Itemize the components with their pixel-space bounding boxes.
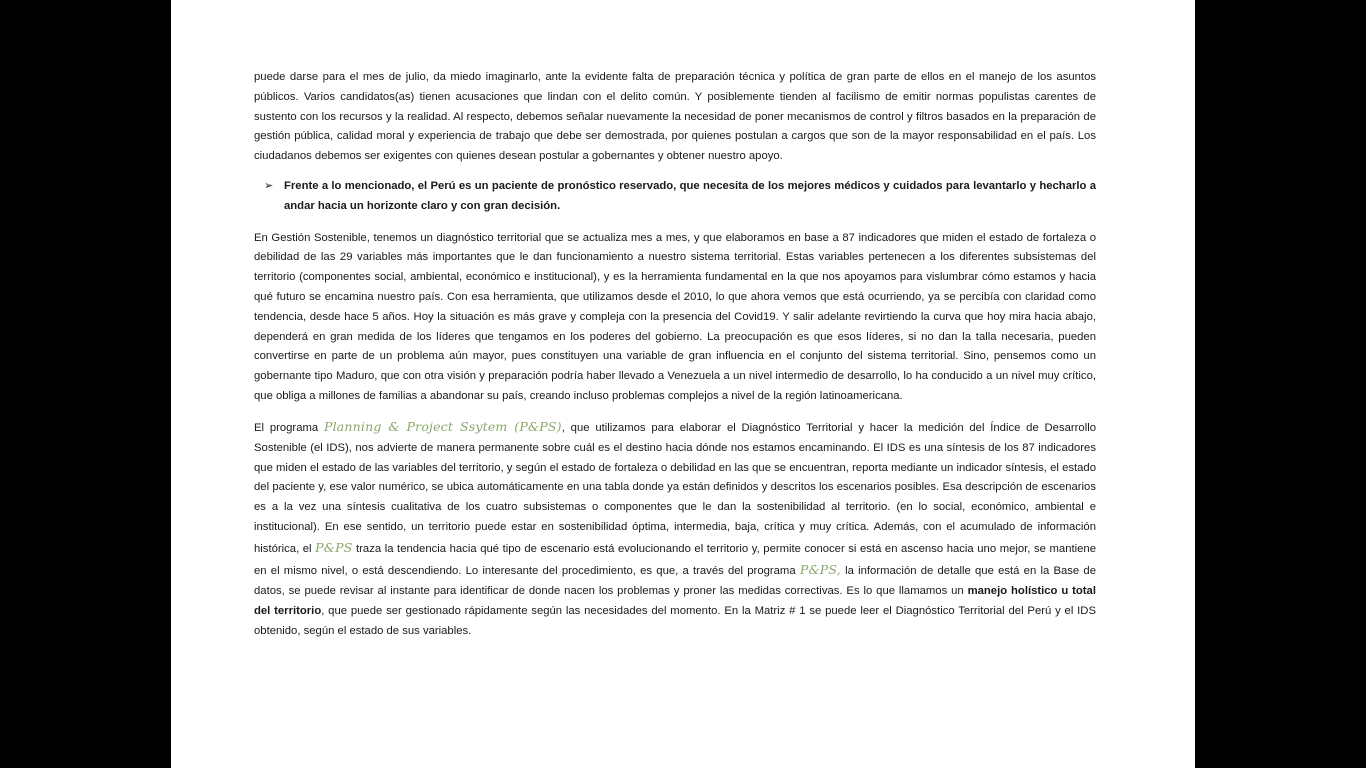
paragraph-3 [254, 417, 1096, 642]
p3-text-5: , que puede ser gestionado rápidamente según las necesidades del momento. En la Matriz # 1 se puede leer el Diagnóstico Territorial del Perú y el IDS obtenido, según el estado de sus variables. [254, 604, 1096, 637]
p3-text-2: , que utilizamos para elaborar el Diagnóstico Territorial y hacer la medición del Índice de Desarrollo Sostenible (el IDS), nos advierte de manera permanente sobre cuál es el destino hacia dónde nos estamos encaminando. El IDS es una síntesis de los 87 indicadores que miden el estado de las variables del territorio, y según el estado de fortaleza o debilidad en las que se encuentran, reporta mediante un indicador síntesis, el estado del paciente y, ese valor numérico, se ubica automáticamente en una tabla donde ya están definidos y descritos los escenarios posibles. Esa descripción de escenarios es a la vez una síntesis cualitativa de los cuatro subsistemas o componentes que le dan la sostenibilidad al territorio. (en lo social, económico, ambiental e institucional). En ese sentido, un territorio puede estar en sostenibilidad óptima, intermedia, baja, crítica y muy crítica. Además, con el acumulado de información histórica, el [254, 421, 1097, 556]
p3-text-3: traza la tendencia hacia qué tipo de escenario está evolucionando el territorio y, permite conocer si está en ascenso hacia uno mejor, se mantiene en el mismo nivel, o está descendiendo. Lo interesante del procedimiento, es que, a través del programa [254, 543, 1096, 578]
bullet-item [254, 177, 1096, 217]
p3-text-4: la información de detalle que está en la Base de datos, se puede revisar al instante para identificar de donde nacen los problemas y proner las medidas correctivas. Es lo que llamamos un [254, 565, 1096, 597]
document-body [254, 68, 1096, 642]
p3-bold-phrase: manejo holístico u total del territorio [254, 585, 1096, 617]
pps-name-short: P&PS [315, 540, 353, 556]
paragraph-1: puede darse para el mes de julio, da miedo imaginarlo, ante la evidente falta de preparación técnica y política de gran parte de ellos en el manejo de los asuntos públicos. Varios candidatos(as) tienen acusaciones que lindan con el delito común. Y posiblemente tienden al facilismo de emitir normas populistas carentes de sustento con los recursos y la realidad. Al respecto, debemos señalar nuevamente la necesidad de poner mecanismos de control y filtros basados en la preparación de gestión pública, calidad moral y experiencia de trabajo que debe ser demostrada, por quienes postulan a cargos que son de la mayor responsabilidad en el país. Los ciudadanos debemos ser exigentes con quienes desean postular a gobernantes y obtener nuestro apoyo. [254, 71, 1096, 163]
pps-program-name: Planning & Project Ssytem (P&PS) [323, 418, 562, 434]
document-page [171, 0, 1195, 768]
pps-name-short-2: P&PS, [799, 562, 841, 578]
p3-text-1: El programa [254, 421, 324, 434]
bullet-text: Frente a lo mencionado, el Perú es un paciente de pronóstico reservado, que necesita de los mejores médicos y cuidados para levantarlo y hecharlo a andar hacia un horizonte claro y con gran decisión. [284, 179, 1096, 212]
arrow-bullet-icon: ➢ [264, 179, 274, 192]
paragraph-2: En Gestión Sostenible, tenemos un diagnóstico territorial que se actualiza mes a mes, y que elaboramos en base a 87 indicadores que miden el estado de fortaleza o debilidad de las 29 variables más importantes que le dan funcionamiento a nuestro sistema territorial. Estas variables pertenecen a los diferentes subsistemas del territorio (componentes social, ambiental, económico e institucional), y es la herramienta fundamental en la que nos apoyamos para vislumbrar cómo estamos y hacia qué futuro se encamina nuestro país. Con esa herramienta, que utilizamos desde el 2010, lo que ahora vemos que está ocurriendo, ya se percibía con claridad como tendencia, desde hace 5 años. Hoy la situación es más grave y compleja con la presencia del Covid19. Y salir adelante revirtiendo la curva que hoy mira hacia abajo, dependerá en gran medida de los líderes que tengamos en los poderes del gobierno. La preocupación es que esos líderes, si no dan la talla necesaria, pueden convertirse en parte de un problema aún mayor, pues constituyen una variable de gran influencia en el conjunto del sistema territorial. Sino, pensemos como un gobernante tipo Maduro, que con otra visión y preparación podría haber llevado a Venezuela a un nivel intermedio de desarrollo, lo ha conducido a un nivel muy crítico, que obliga a millones de familias a abandonar su país, creando incluso problemas complejos a nivel de la región latinoamericana. [254, 231, 1096, 402]
